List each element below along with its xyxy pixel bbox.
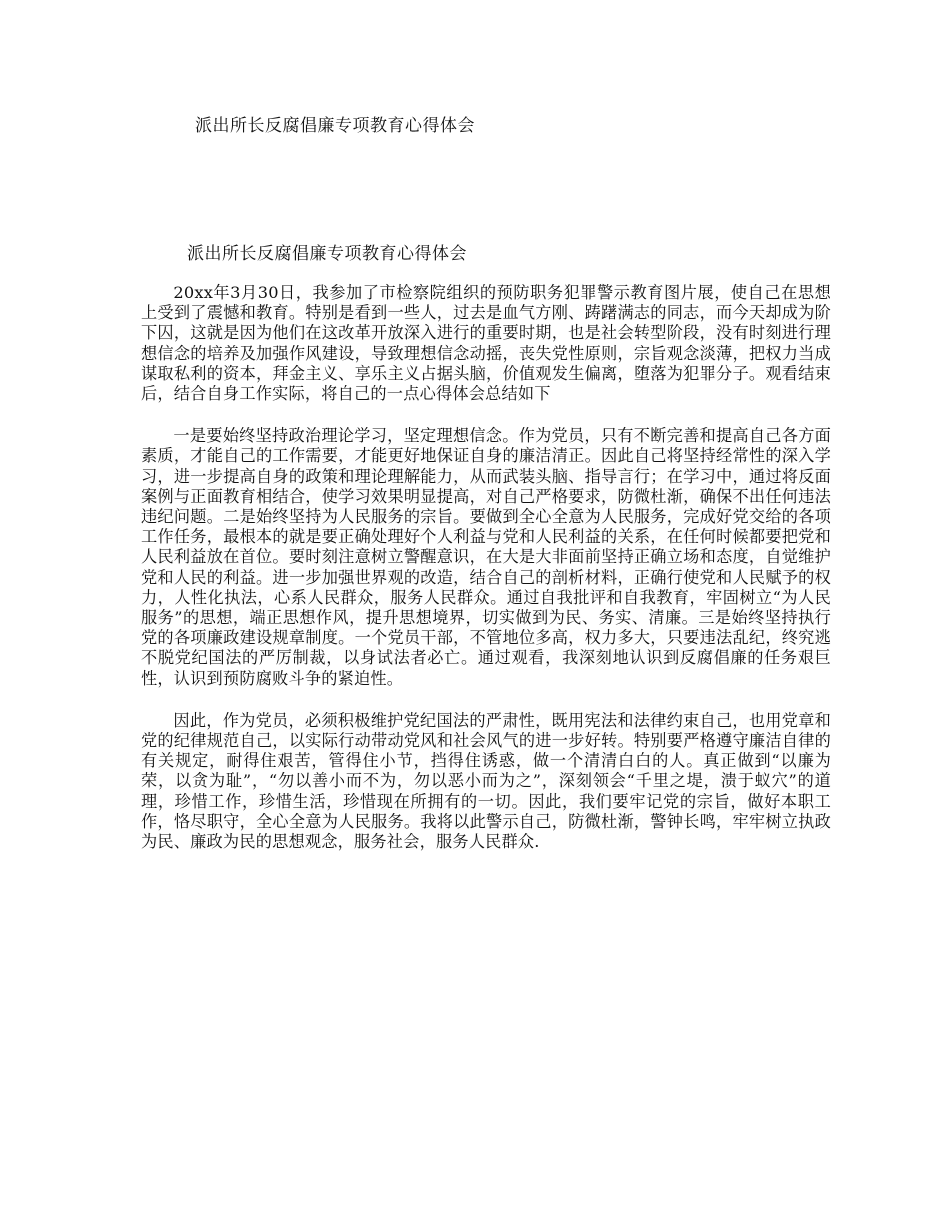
paragraph-intro: 20xx年3月30日，我参加了市检察院组织的预防职务犯罪警示教育图片展，使自己在思想上受到了震憾和教育。特别是看到一些人，过去是血气方刚、踌躇满志的同志，而今天却成为阶下囚，这就是因为他们在这改革开放深入进行的重要时期，也是社会转型阶段，没有时刻进行理想信念的培养及加强作风建设，导致理想信念动摇，丧失党性原则，宗旨观念淡薄，把权力当成谋取私利的资本，拜金主义、享乐主义占据头脑，价值观发生偏离，堕落为犯罪分子。观看结束后，结合自身工作实际，将自己的一点心得体会总结如下 [141,283,831,404]
document-title: 派出所长反腐倡廉专项教育心得体会 [187,244,467,264]
header-title: 派出所长反腐倡廉专项教育心得体会 [195,116,475,136]
paragraph-main: 一是要始终坚持政治理论学习，坚定理想信念。作为党员，只有不断完善和提高自己各方面素质，才能自己的工作需要，才能更好地保证自身的廉洁清正。因此自己将坚持经常性的深入学习，进一步提高自身的政策和理论理解能力，从而武装头脑、指导言行；在学习中，通过将反面案例与正面教育相结合，使学习效果明显提高，对自己严格要求，防微杜渐，确保不出任何违法违纪问题。二是始终坚持为人民服务的宗旨。要做到全心全意为人民服务，完成好党交给的各项工作任务，最根本的就是要正确处理好个人利益与党和人民利益的关系，在任何时候都要把党和人民利益放在首位。要时刻注意树立警醒意识，在大是大非面前坚持正确立场和态度，自觉维护党和人民的利益。进一步加强世界观的改造，结合自己的剖析材料，正确行使党和人民赋予的权力，人性化执法，心系人民群众，服务人民群众。通过自我批评和自我教育，牢固树立“为人民服务”的思想，端正思想作风，提升思想境界，切实做到为民、务实、清廉。三是始终坚持执行党的各项廉政建设规章制度。一个党员干部，不管地位多高，权力多大，只要违法乱纪，终究逃不脱党纪国法的严厉制裁，以身试法者必亡。通过观看，我深刻地认识到反腐倡廉的任务艰巨性，认识到预防腐败斗争的紧迫性。 [141,426,831,688]
paragraph-conclusion: 因此，作为党员，必须积极维护党纪国法的严肃性，既用宪法和法律约束自己，也用党章和党的纪律规范自己，以实际行动带动党风和社会风气的进一步好转。特别要严格遵守廉洁自律的有关规定，耐得住艰苦，管得住小节，挡得住诱惑，做一个清清白白的人。真正做到“以廉为荣，以贪为耻”，“勿以善小而不为，勿以恶小而为之”，深刻领会“千里之堤，溃于蚁穴”的道理，珍惜工作，珍惜生活，珍惜现在所拥有的一切。因此，我们要牢记党的宗旨，做好本职工作，恪尽职守，全心全意为人民服务。我将以此警示自己，防微杜渐，警钟长鸣，牢牢树立执政为民、廉政为民的思想观念，服务社会，服务人民群众. [141,710,831,852]
document-body [141,283,831,874]
